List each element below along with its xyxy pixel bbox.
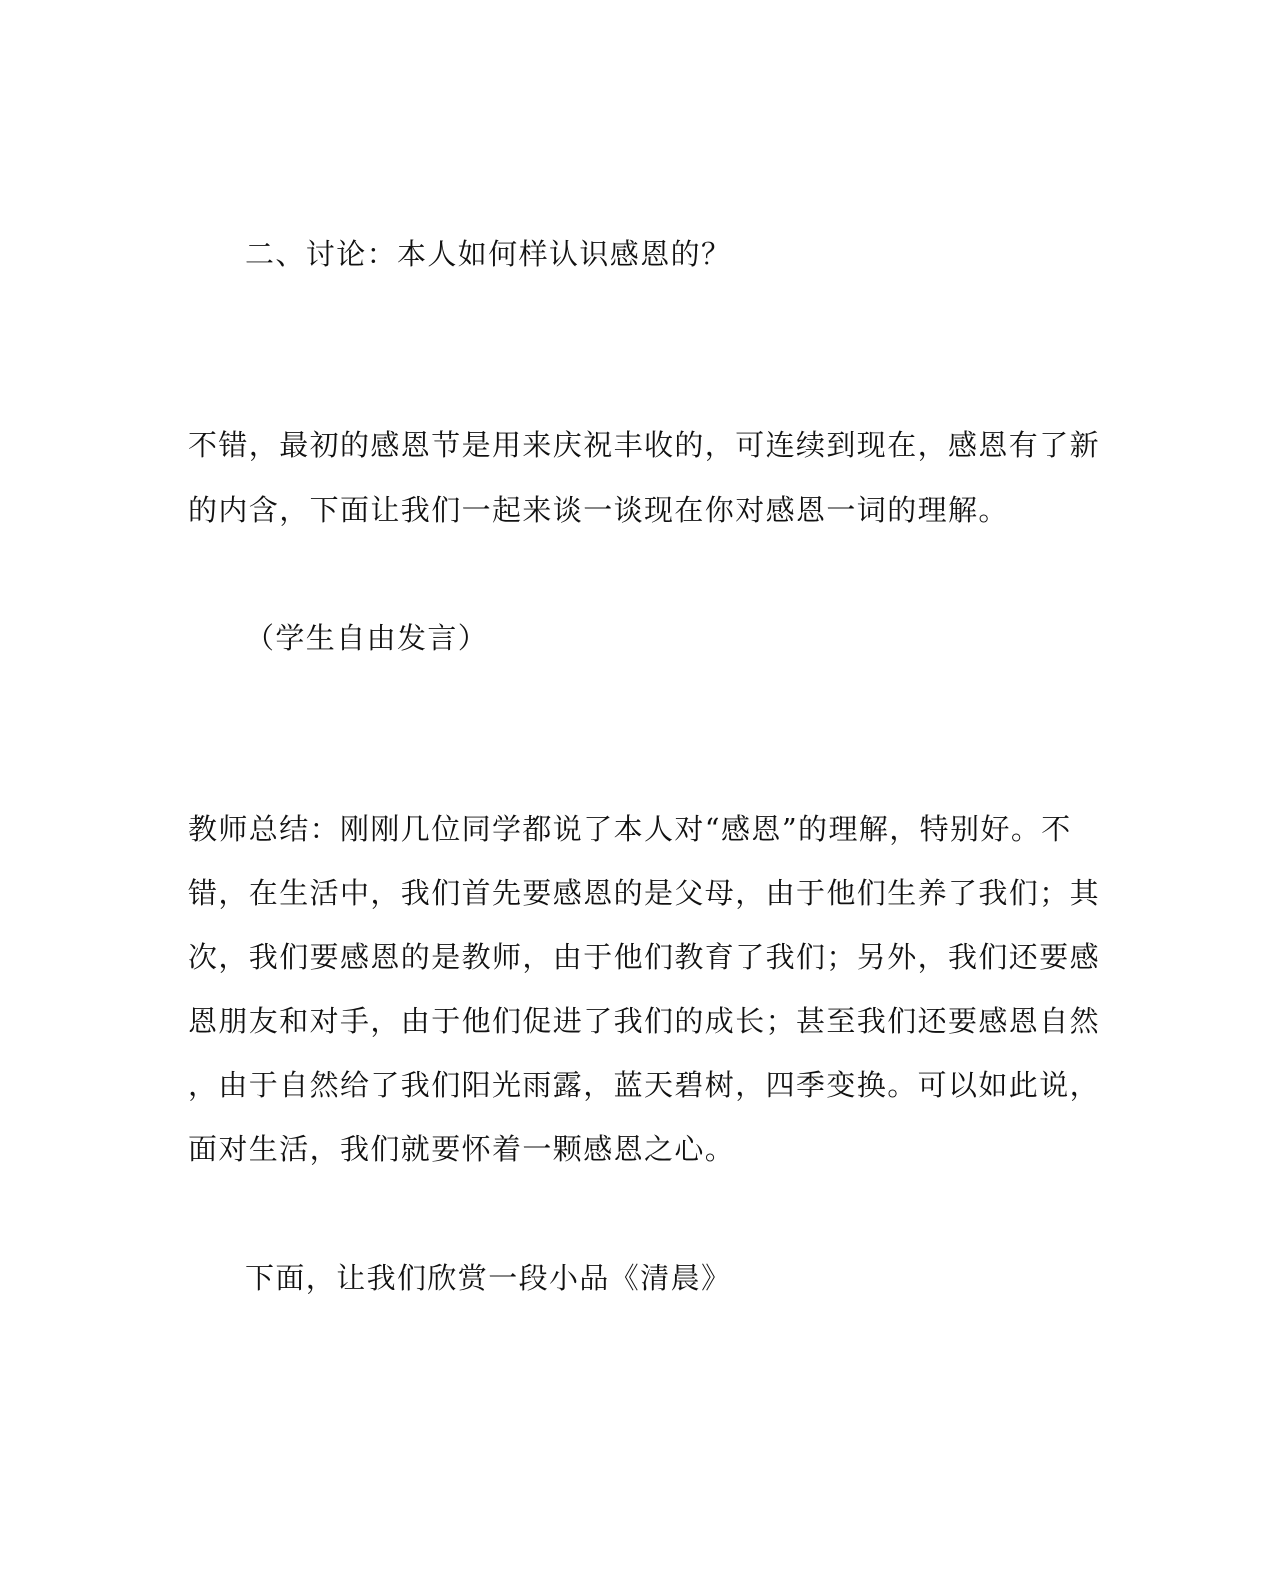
section-heading: 二、讨论：本人如何样认识感恩的？ xyxy=(245,237,732,271)
paragraph-line: 教师总结：刚刚几位同学都说了本人对“感恩”的理解，特别好。不 xyxy=(188,812,1072,846)
paragraph-line: 错，在生活中，我们首先要感恩的是父母，由于他们生养了我们；其 xyxy=(188,876,1101,910)
closing-line: 下面，让我们欣赏一段小品《清晨》 xyxy=(245,1261,732,1295)
stage-note: （学生自由发言） xyxy=(245,621,489,655)
paragraph-line: 不错，最初的感恩节是用来庆祝丰收的，可连续到现在，感恩有了新 xyxy=(188,428,1101,462)
paragraph-line: 次，我们要感恩的是教师，由于他们教育了我们；另外，我们还要感 xyxy=(188,940,1101,974)
paragraph-line: 恩朋友和对手，由于他们促进了我们的成长；甚至我们还要感恩自然 xyxy=(188,1004,1101,1038)
paragraph-line: ，由于自然给了我们阳光雨露，蓝天碧树，四季变换。可以如此说， xyxy=(188,1068,1101,1102)
paragraph-line: 的内含，下面让我们一起来谈一谈现在你对感恩一词的理解。 xyxy=(188,493,1009,527)
paragraph-line: 面对生活，我们就要怀着一颗感恩之心。 xyxy=(188,1132,736,1166)
